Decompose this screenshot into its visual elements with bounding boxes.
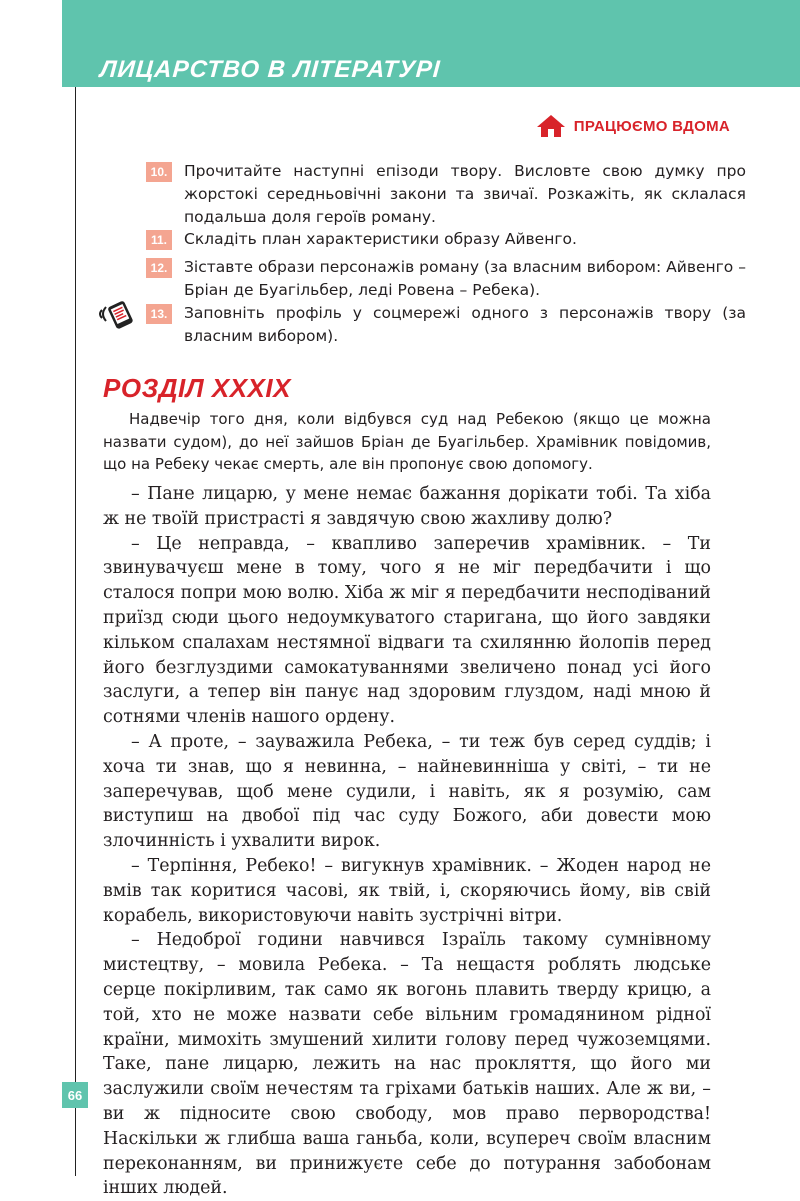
paragraph: – Це неправда, – квапливо заперечив храмівник. – Ти звинувачуєш мене в тому, чого я не міг передбачити і що сталося попри мою волю. Хіба ж міг я передбачити несподіваний приїзд сюди цього недоумкуватого старигана, що його завдяки кільком спалахам нестямної відваги та схилянню йолопів перед його безглуздими самокатуваннями звеличено понад усі його заслуги, а тепер він панує над здоровим глуздом, наді мною й сотнями членів нашого ордену.: [103, 533, 711, 728]
task-item: [146, 228, 746, 251]
page-header-title: ЛИЦАРСТВО В ЛІТЕРАТУРІ: [99, 56, 442, 83]
homework-badge: [536, 114, 730, 138]
task-text: Заповніть профіль у соцмережі одного з персонажів твору (за власним вибором).: [184, 304, 746, 345]
task-item: [146, 160, 746, 229]
paragraph: – А проте, – зауважила Ребека, – ти теж був серед суддів; і хоча ти знав, що я невинна, – найневинніша у світі, – ти не заперечував, щоб мене судили, і навіть, як я розумію, сам виступиш на двобої під час суду Божого, аби довести мою злочинність і ухвалити вирок.: [103, 731, 711, 852]
house-icon: [536, 114, 566, 138]
section-intro: Надвечір того дня, коли відбувся суд над Ребекою (якщо це можна назвати судом), до неї зайшов Бріан де Буагільбер. Храмівник повідомив, що на Ребеку чекає смерть, але він пропонує свою допомогу.: [103, 410, 711, 473]
page-number: 66: [62, 1082, 88, 1108]
task-text: Прочитайте наступні епізоди твору. Висловте свою думку про жорстокі середньовічні закони та звичаї. Розкажіть, як склалася подальша доля героїв роману.: [184, 162, 746, 226]
smartphone-icon: [96, 298, 136, 330]
chapter-text: [103, 482, 711, 1201]
section-title: РОЗДІЛ XXXIX: [103, 373, 291, 403]
task-number: 13.: [146, 304, 172, 324]
task-number: 10.: [146, 162, 172, 182]
paragraph: – Терпіння, Ребеко! – вигукнув храмівник. – Жоден народ не вмів так коритися часові, як твій, і, скоряючись йому, вів свій корабель, використовуючи навіть зустрічні вітри.: [103, 855, 711, 926]
task-text: Складіть план характеристики образу Айвенго.: [184, 230, 577, 248]
task-item: [146, 302, 746, 348]
margin-line: [75, 87, 76, 1176]
homework-label: ПРАЦЮЄМО ВДОМА: [573, 117, 730, 135]
paragraph: – Недоброї години навчився Ізраїль такому сумнівному мистецтву, – мовила Ребека. – Та нещастя роблять людське серце покірливим, так само як вогонь плавить тверду крицю, а той, хто не може назвати себе вільним громадянином рідної країни, мимохіть змушений хилити голову перед чужоземцями. Таке, пане лицарю, лежить на нас прокляття, що його ми заслужили своїм нечестям та гріхами батьків наших. Але ж ви, – ви ж підносите свою свободу, мов право первородства! Наскільки ж глибша ваша ганьба, коли, всупереч своїм власним переконанням, ви принижуєте себе до потурання забобонам інших людей.: [103, 930, 711, 1199]
task-number: 11.: [146, 230, 172, 250]
paragraph: – Пане лицарю, у мене немає бажання дорікати тобі. Та хіба ж не твоїй пристрасті я завдячую свою жахливу долю?: [103, 484, 711, 529]
task-number: 12.: [146, 258, 172, 278]
task-item: [146, 256, 746, 302]
task-text: Зіставте образи персонажів роману (за власним вибором: Айвенго – Бріан де Буагільбер, леді Ровена – Ребека).: [184, 258, 746, 299]
